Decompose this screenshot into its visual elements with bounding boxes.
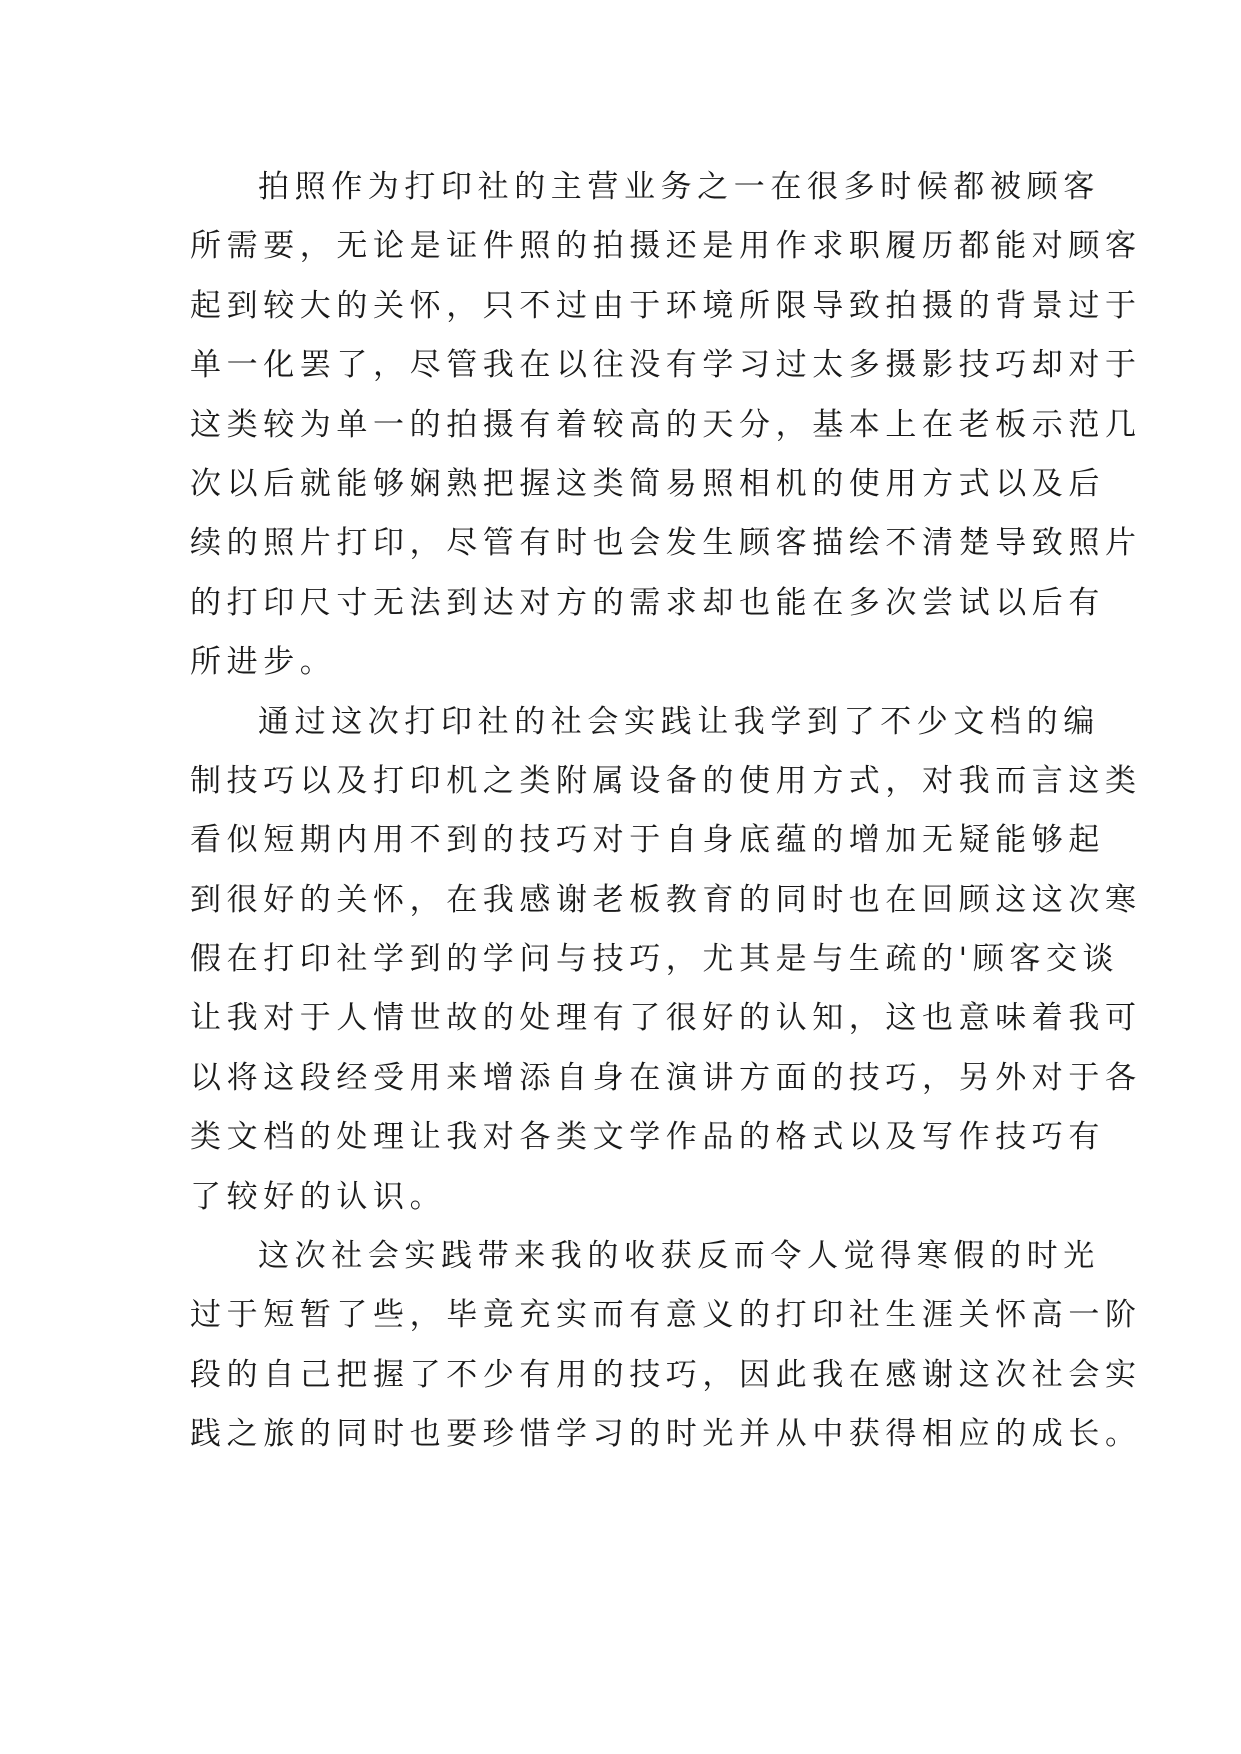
paragraph-line: 所需要，无论是证件照的拍摄还是用作求职履历都能对顾客: [190, 228, 1142, 265]
document-body: [190, 158, 1142, 1465]
paragraph-line: 了较好的认识。: [190, 1178, 447, 1215]
paragraph-line: 假在打印社学到的学问与技巧，尤其是与生疏的'顾客交谈: [190, 941, 1120, 978]
paragraph-line: 拍照作为打印社的主营业务之一在很多时候都被顾客: [258, 169, 1100, 205]
paragraph-line: 续的照片打印，尽管有时也会发生顾客描绘不清楚导致照片: [190, 525, 1142, 562]
paragraph-line: 以将这段经受用来增添自身在演讲方面的技巧，另外对于各: [190, 1059, 1142, 1096]
paragraph-line: 单一化罢了，尽管我在以往没有学习过太多摄影技巧却对于: [190, 347, 1142, 384]
paragraph-line: 起到较大的关怀，只不过由于环境所限导致拍摄的背景过于: [190, 287, 1142, 324]
paragraph-1: [190, 158, 1142, 693]
paragraph-line: 所进步。: [190, 644, 337, 681]
paragraph-line: 让我对于人情世故的处理有了很好的认知，这也意味着我可: [190, 1000, 1142, 1037]
paragraph-line: 到很好的关怀，在我感谢老板教育的同时也在回顾这这次寒: [190, 881, 1142, 918]
paragraph-line: 次以后就能够娴熟把握这类简易照相机的使用方式以及后: [190, 465, 1105, 502]
paragraph-line: 看似短期内用不到的技巧对于自身底蕴的增加无疑能够起: [190, 822, 1105, 859]
paragraph-line: 的打印尺寸无法到达对方的需求却也能在多次尝试以后有: [190, 584, 1105, 621]
paragraph-line: 制技巧以及打印机之类附属设备的使用方式，对我而言这类: [190, 762, 1142, 799]
paragraph-2: [190, 693, 1142, 1228]
paragraph-line: 类文档的处理让我对各类文学作品的格式以及写作技巧有: [190, 1119, 1105, 1156]
paragraph-line: 段的自己把握了不少有用的技巧，因此我在感谢这次社会实: [190, 1356, 1142, 1393]
paragraph-line: 这类较为单一的拍摄有着较高的天分，基本上在老板示范几: [190, 406, 1142, 443]
paragraph-3: [190, 1227, 1142, 1465]
paragraph-line: 践之旅的同时也要珍惜学习的时光并从中获得相应的成长。: [190, 1416, 1142, 1453]
paragraph-line: 通过这次打印社的社会实践让我学到了不少文档的编: [258, 703, 1100, 740]
paragraph-line: 这次社会实践带来我的收获反而令人觉得寒假的时光: [258, 1238, 1100, 1275]
paragraph-line: 过于短暂了些，毕竟充实而有意义的打印社生涯关怀高一阶: [190, 1297, 1142, 1334]
